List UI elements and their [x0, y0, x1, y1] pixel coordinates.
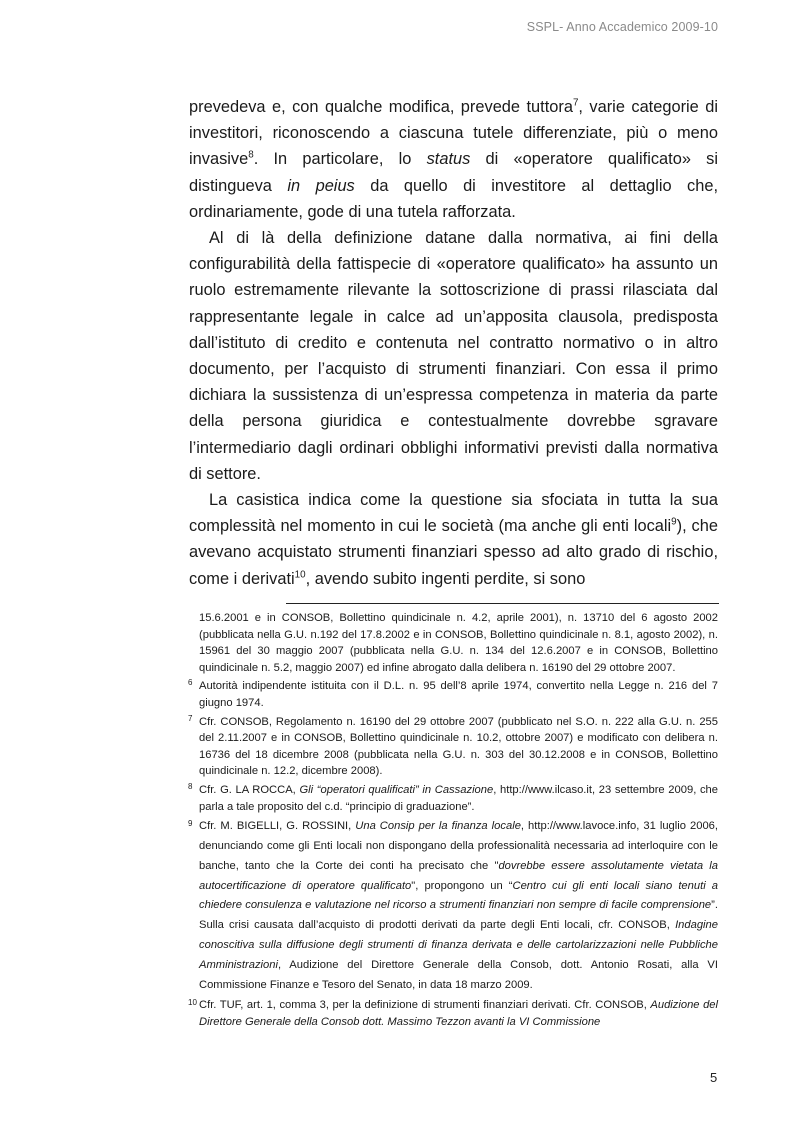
footnote-ref-7[interactable]: 7 [572, 97, 579, 109]
main-text [189, 94, 718, 592]
footnote-number: 7 [188, 713, 193, 723]
paragraph-1: prevedeva e, con qualche modifica, prevede tuttora$^7$, varie categorie di investitori, riconoscendo a ciascuna tutele differenziate, più o meno invasive$^8$. In particolare, lo status di «operatore qualificato» si distingueva in peius da quello di investitore al dettaglio che, ordinariamente, gode di una tutela rafforzata. [189, 97, 718, 221]
footnote-separator [286, 603, 719, 604]
footnotes [189, 610, 718, 1033]
footnote-continuation: 15.6.2001 e in CONSOB, Bollettino quindicinale n. 4.2, aprile 2001), n. 13710 del 6 agosto 2002 (pubblicata nella G.U. n.192 del 17.8.2002 e in CONSOB, Bollettino quindicinale n. 8.1, agosto 2002), n. 15961 del 30 maggio 2007 (pubblicata nella G.U. n. 134 del 12.6.2007 e in CONSOB, Bollettino quindicinale n. 5.2, maggio 2007) ed infine abrogato dalla delibera n. 16190 del 29 ottobre 2007. [199, 612, 718, 674]
footnote-7: 7 Cfr. CONSOB, Regolamento n. 16190 del 29 ottobre 2007 (pubblicato nel S.O. n. 222 alla G.U. n. 255 del 2.11.2007 e in CONSOB, Bollettino quindicinale n. 10.2, ottobre 2007) e modificato con delibera n. 16736 del 18 dicembre 2008 (pubblicata nella G.U. n. 303 del 30.12.2008 e in CONSOB, Bollettino quindicinale n. 12.2, dicembre 2008). [189, 714, 718, 780]
paragraph-3: La casistica indica come la questione sia sfociata in tutta la sua complessità nel momento in cui le società (ma anche gli enti locali$^9$), che avevano acquistato strumenti finanziari spesso ad alto grado di rischio, come i derivati$^{10}$, avendo subito ingenti perdite, si sono [189, 491, 718, 588]
running-header: SSPL- Anno Accademico 2009-10 [526, 20, 718, 34]
footnote-6: 6 Autorità indipendente istituita con il D.L. n. 95 dell’8 aprile 1974, convertito nella Legge n. 216 del 7 giugno 1974. [189, 678, 718, 711]
footnote-ref-9[interactable]: 9 [671, 516, 677, 528]
paragraph-2: Al di là della definizione datane dalla normativa, ai fini della configurabilità della fattispecie di «operatore qualificato» ha assunto un ruolo estremamente rilevante la sottoscrizione di prassi rilasciata dal rappresentante legale in calce ad un’apposita clausola, predisposta dall’istituto di credito e contenuta nel contratto normativo o in altro documento, per l’acquisto di strumenti finanziari. Con essa il primo dichiara la sussistenza di un’espressa competenza in materia da parte della persona giuridica e contestualmente dovrebbe sgravare l’intermediario dagli ordinari obblighi informativi previsti dalla normativa di settore. [189, 229, 718, 483]
footnote-8: 8 Cfr. G. LA ROCCA, Gli “operatori qualificati” in Cassazione, http://www.ilcaso.it, 23 settembre 2009, che parla a tale proposito del c.d. “principio di graduazione”. [189, 782, 718, 815]
footnote-9: 9 Cfr. M. BIGELLI, G. ROSSINI, Una Consip per la finanza locale, http://www.lavoce.info, 31 luglio 2006, denunciando come gli Enti locali non dispongano della professionalità necessaria ad interloquire con le banche, tanto che la Corte dei conti ha precisato che "dovrebbe essere assolutamente vietata la autocertificazione di operatore qualificato", propongono un “Centro cui gli enti locali siano tenuti a chiedere consulenza e valutazione nel ricorso a strumenti finanziari non sempre di facile comprensione”. Sulla crisi causata dall’acquisto di prodotti derivati da parte degli Enti locali, cfr. CONSOB, Indagine conoscitiva sulla diffusione degli strumenti di finanza derivata e delle cartolarizzazioni nelle Pubbliche Amministrazioni, Audizione del Direttore Generale della Consob, dott. Antonio Rosati, alla VI Commissione Finanze e Tesoro del Senato, in data 18 marzo 2009. [189, 817, 718, 995]
footnote-number: 6 [188, 678, 193, 688]
footnote-number: 9 [188, 819, 193, 829]
footnote-ref-8[interactable]: 8 [248, 149, 254, 161]
footnote-number: 8 [188, 781, 193, 791]
footnote-10: 10 Cfr. TUF, art. 1, comma 3, per la definizione di strumenti finanziari derivati. Cfr. CONSOB, Audizione del Direttore Generale della Consob dott. Massimo Tezzon avanti la VI Commissione [189, 997, 718, 1031]
footnote-ref-10[interactable]: 10 [294, 569, 306, 581]
footnote-number: 10 [188, 998, 197, 1008]
page-number: 5 [710, 1070, 718, 1085]
